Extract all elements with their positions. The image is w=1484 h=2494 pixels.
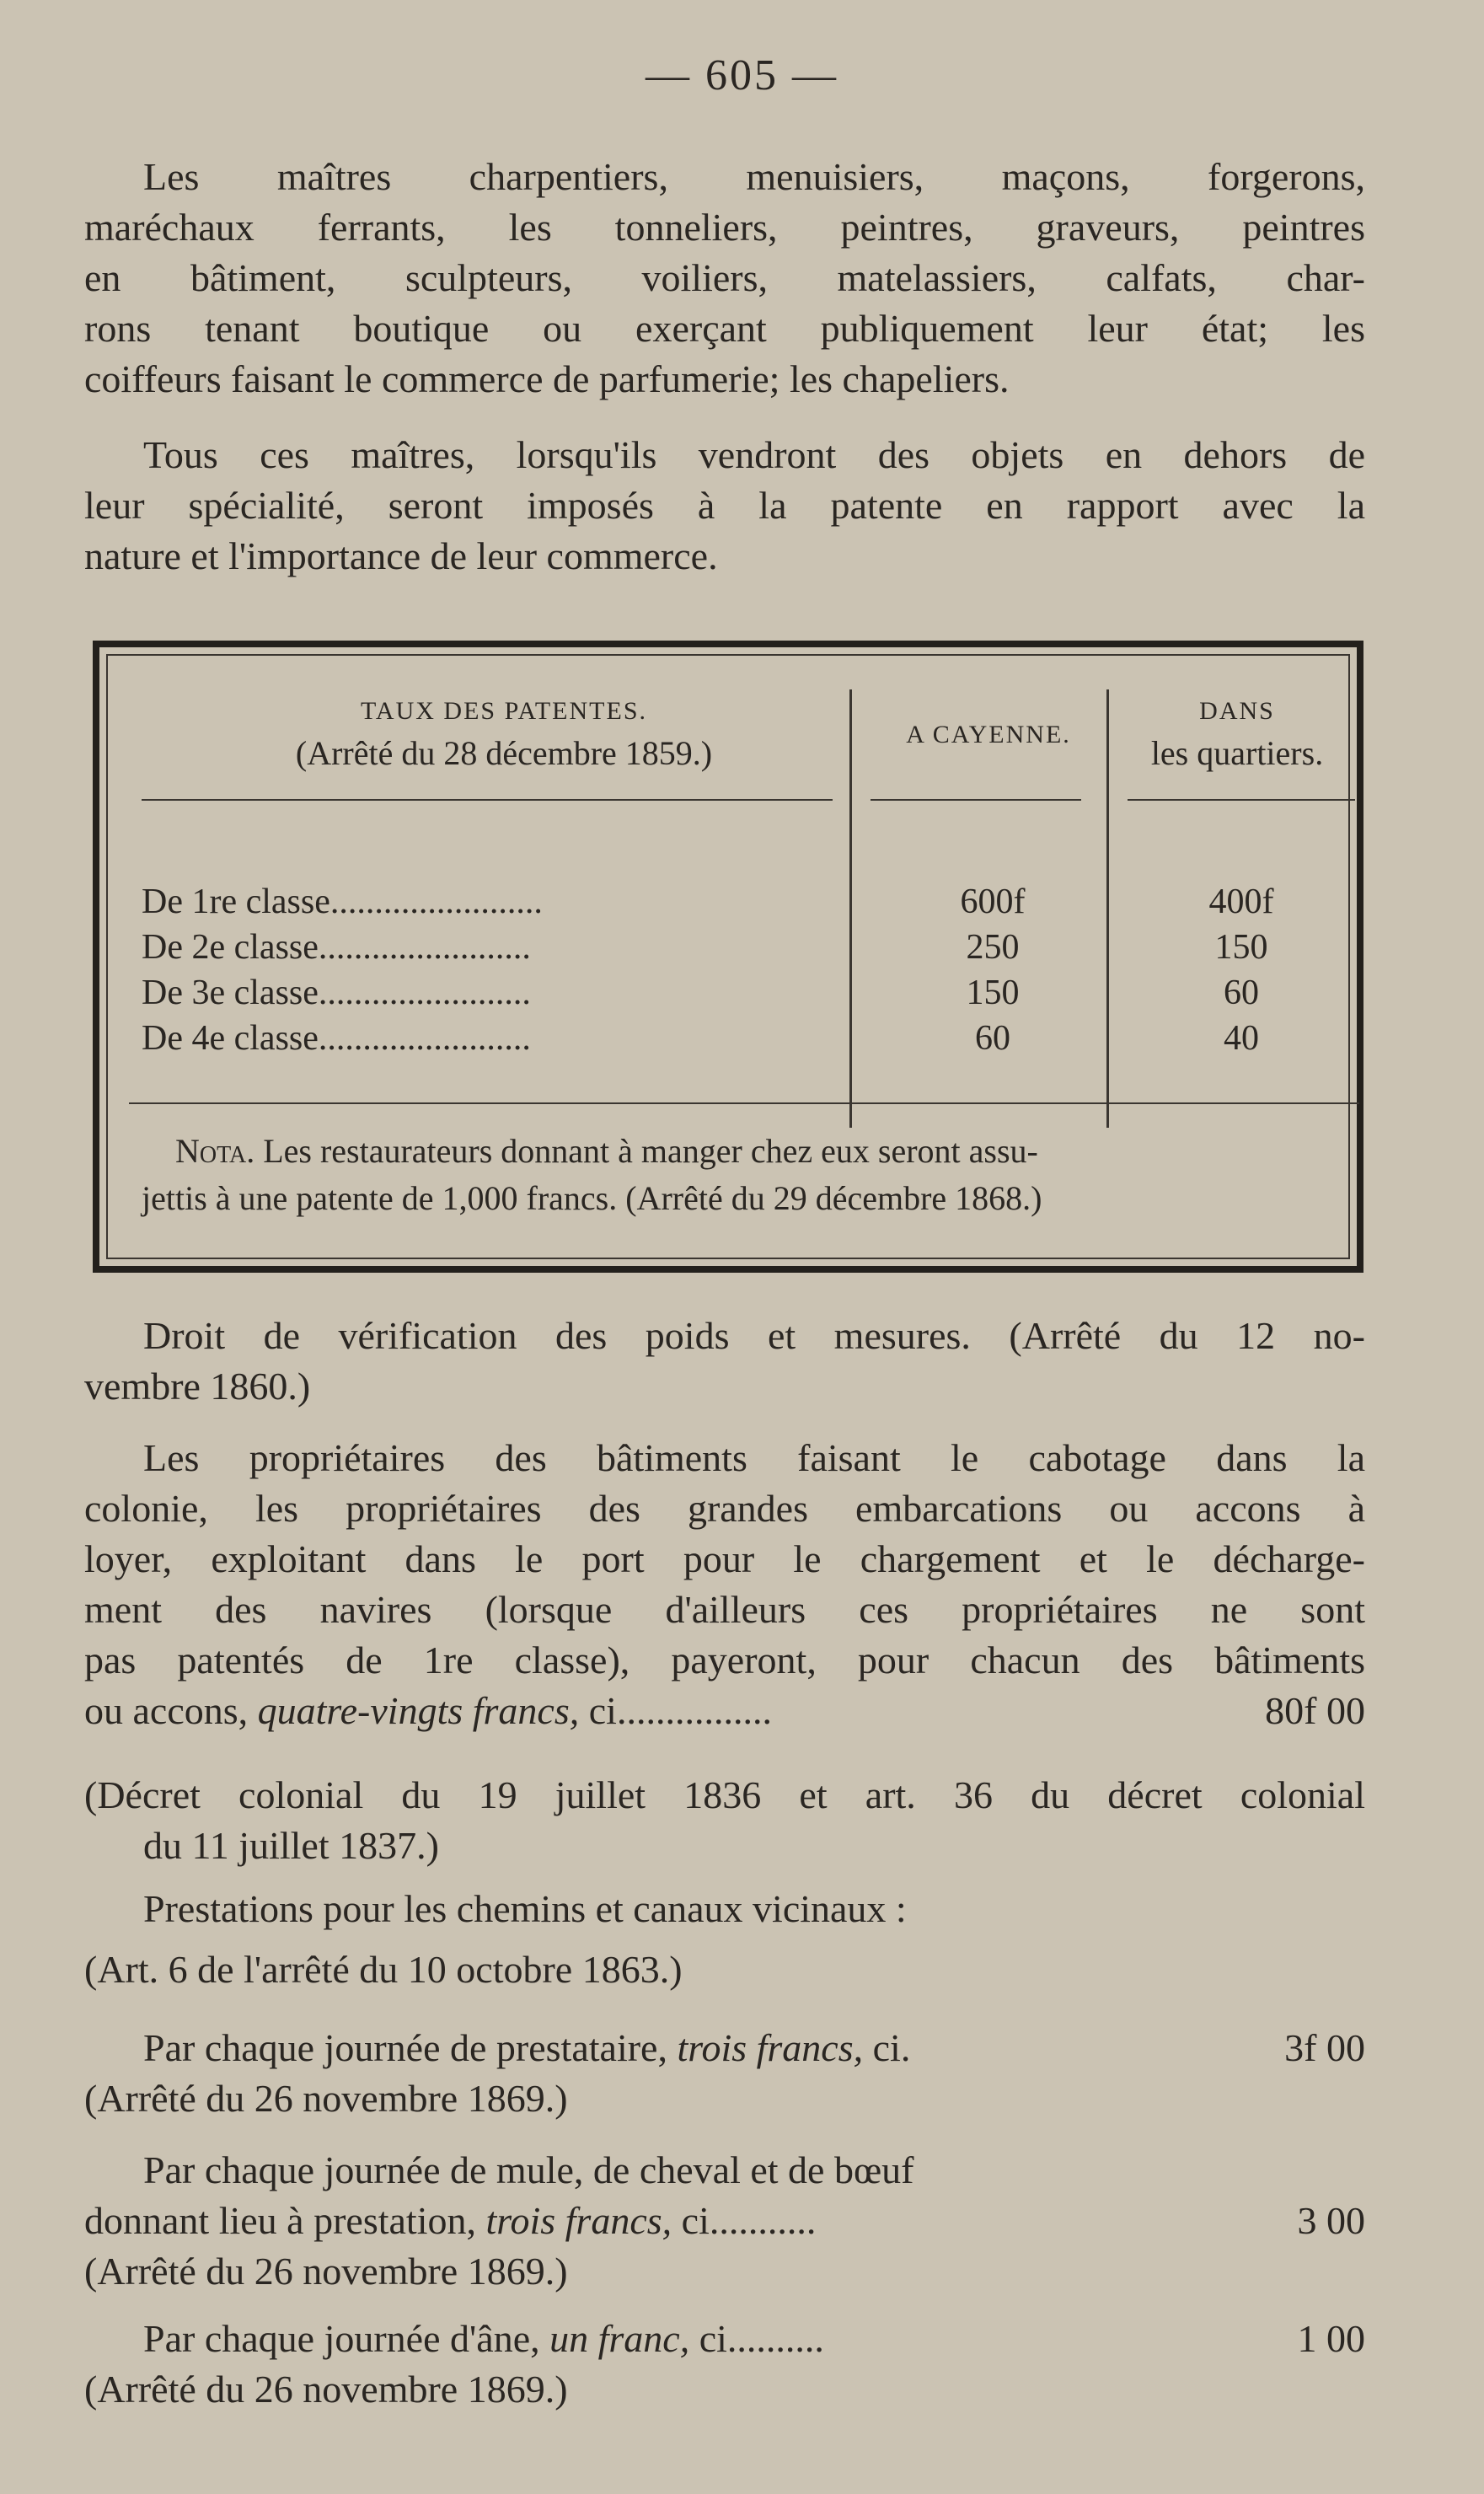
- paragraph-cabotage: [84, 1433, 1365, 1736]
- text-line: (Arrêté du 26 novembre 1869.): [84, 2250, 568, 2293]
- text-line: vembre 1860.): [84, 1365, 311, 1408]
- text-line: en bâtiment, sculpteurs, voiliers, matelassiers, calfats, char-: [84, 256, 1365, 299]
- tariff-table: [93, 641, 1363, 1273]
- line-text-italic: trois francs,: [485, 2199, 672, 2242]
- text-line: Prestations pour les chemins et canaux vicinaux :: [143, 1887, 907, 1930]
- text-line: (Décret colonial du 19 juillet 1836 et art. 36 du décret colonial: [84, 1773, 1365, 1816]
- table-title: TAUX DES PATENTES.: [360, 697, 647, 725]
- table-nota: [142, 1128, 1338, 1222]
- amount: 1 00: [1297, 2317, 1365, 2360]
- row-label: De 2e classe........................: [142, 928, 531, 967]
- line-text: Par chaque journée d'âne,: [143, 2317, 550, 2360]
- text-line: nature et l'importance de leur commerce.: [84, 534, 718, 577]
- prestation-item-person: [84, 2023, 1365, 2124]
- table-subtitle: (Arrêté du 28 décembre 1859.): [295, 734, 713, 772]
- line-text-leader: ci...........: [672, 2199, 817, 2242]
- header-rule: [871, 799, 1081, 801]
- header-rule: [1128, 799, 1355, 801]
- value-quartiers: 60: [1224, 973, 1259, 1012]
- row-label: De 3e classe........................: [142, 973, 531, 1012]
- text-line: colonie, les propriétaires des grandes embarcations ou accons à: [84, 1487, 1365, 1530]
- line-text-leader: ci................: [579, 1689, 772, 1732]
- text-line: (Art. 6 de l'arrêté du 10 octobre 1863.): [84, 1948, 683, 1991]
- nota-text: Les restaurateurs donnant à manger chez eux seront assu-: [254, 1132, 1038, 1170]
- line-text-leader: ci.: [863, 2026, 911, 2069]
- text-line: leur spécialité, seront imposés à la patente en rapport avec la: [84, 484, 1365, 527]
- text-line: Par chaque journée de mule, de cheval et de bœuf: [143, 2148, 914, 2191]
- priced-line: [84, 2314, 1365, 2364]
- paragraph-prestations: [84, 1884, 1365, 1995]
- line-text-italic: un franc,: [549, 2317, 690, 2360]
- value-quartiers: 40: [1224, 1019, 1259, 1058]
- row-label: De 4e classe........................: [142, 1019, 531, 1058]
- text-line: loyer, exploitant dans le port pour le chargement et le décharge-: [84, 1537, 1365, 1580]
- amount: 3 00: [1297, 2199, 1365, 2242]
- text-line: Les propriétaires des bâtiments faisant le cabotage dans la: [143, 1436, 1365, 1479]
- paragraph-weights: [84, 1311, 1365, 1412]
- text-line: Les maîtres charpentiers, menuisiers, maçons, forgerons,: [143, 155, 1365, 198]
- nota-text-continued: jettis à une patente de 1,000 francs. (Arrêté du 29 décembre 1868.): [142, 1179, 1042, 1217]
- text-line: (Arrêté du 26 novembre 1869.): [84, 2077, 568, 2120]
- value-quartiers: 150: [1214, 928, 1268, 967]
- priced-line: [84, 2023, 1365, 2073]
- table-row: [142, 925, 1355, 970]
- prestation-item-donkey: [84, 2314, 1365, 2415]
- text-line: pas patentés de 1re classe), payeront, pour chacun des bâtiments: [84, 1639, 1365, 1681]
- value-cayenne: 600f: [960, 882, 1026, 921]
- table-row: [142, 970, 1355, 1016]
- priced-line: [84, 1686, 1365, 1736]
- nota-label: Nota.: [175, 1132, 255, 1170]
- line-text: donnant lieu à prestation,: [84, 2199, 486, 2242]
- text-line: coiffeurs faisant le commerce de parfumerie; les chapeliers.: [84, 357, 1010, 400]
- paragraph-masters: [84, 430, 1365, 582]
- line-text: ou accons,: [84, 1689, 258, 1732]
- line-text-italic: quatre-vingts francs,: [257, 1689, 580, 1732]
- header-rule: [142, 799, 833, 801]
- column-header-quartiers: les quartiers.: [1150, 734, 1324, 772]
- paragraph-decree: [84, 1770, 1365, 1871]
- amount: 3f 00: [1284, 2026, 1365, 2069]
- text-line: maréchaux ferrants, les tonneliers, peintres, graveurs, peintres: [84, 206, 1365, 249]
- text-line: ment des navires (lorsque d'ailleurs ces propriétaires ne sont: [84, 1588, 1365, 1631]
- text-line: rons tenant boutique ou exerçant publiquement leur état; les: [84, 307, 1365, 350]
- line-text: Par chaque journée de prestataire,: [143, 2026, 678, 2069]
- text-line: Droit de vérification des poids et mesures. (Arrêté du 12 no-: [143, 1314, 1365, 1357]
- table-row: [142, 879, 1355, 925]
- text-line: du 11 juillet 1837.): [143, 1824, 439, 1867]
- page-number: — 605 —: [646, 51, 838, 99]
- text-line: (Arrêté du 26 novembre 1869.): [84, 2368, 568, 2411]
- value-cayenne: 60: [975, 1019, 1010, 1058]
- value-cayenne: 250: [966, 928, 1020, 967]
- line-text-italic: trois francs,: [677, 2026, 864, 2069]
- paragraph-trades: [84, 152, 1365, 405]
- line-text-leader: ci..........: [689, 2317, 824, 2360]
- row-label: De 1re classe........................: [142, 882, 543, 921]
- table-inner-border: [106, 654, 1350, 1259]
- nota-rule: [129, 1102, 1359, 1104]
- value-cayenne: 150: [966, 973, 1020, 1012]
- table-row: [142, 1016, 1355, 1061]
- prestation-item-animal: [84, 2145, 1365, 2297]
- value-quartiers: 400f: [1208, 882, 1274, 921]
- column-header-cayenne: A CAYENNE.: [906, 721, 1071, 748]
- amount: 80f 00: [1265, 1689, 1365, 1732]
- column-header-dans: DANS: [1199, 697, 1275, 725]
- priced-line: [84, 2196, 1365, 2246]
- text-line: Tous ces maîtres, lorsqu'ils vendront des objets en dehors de: [143, 433, 1365, 476]
